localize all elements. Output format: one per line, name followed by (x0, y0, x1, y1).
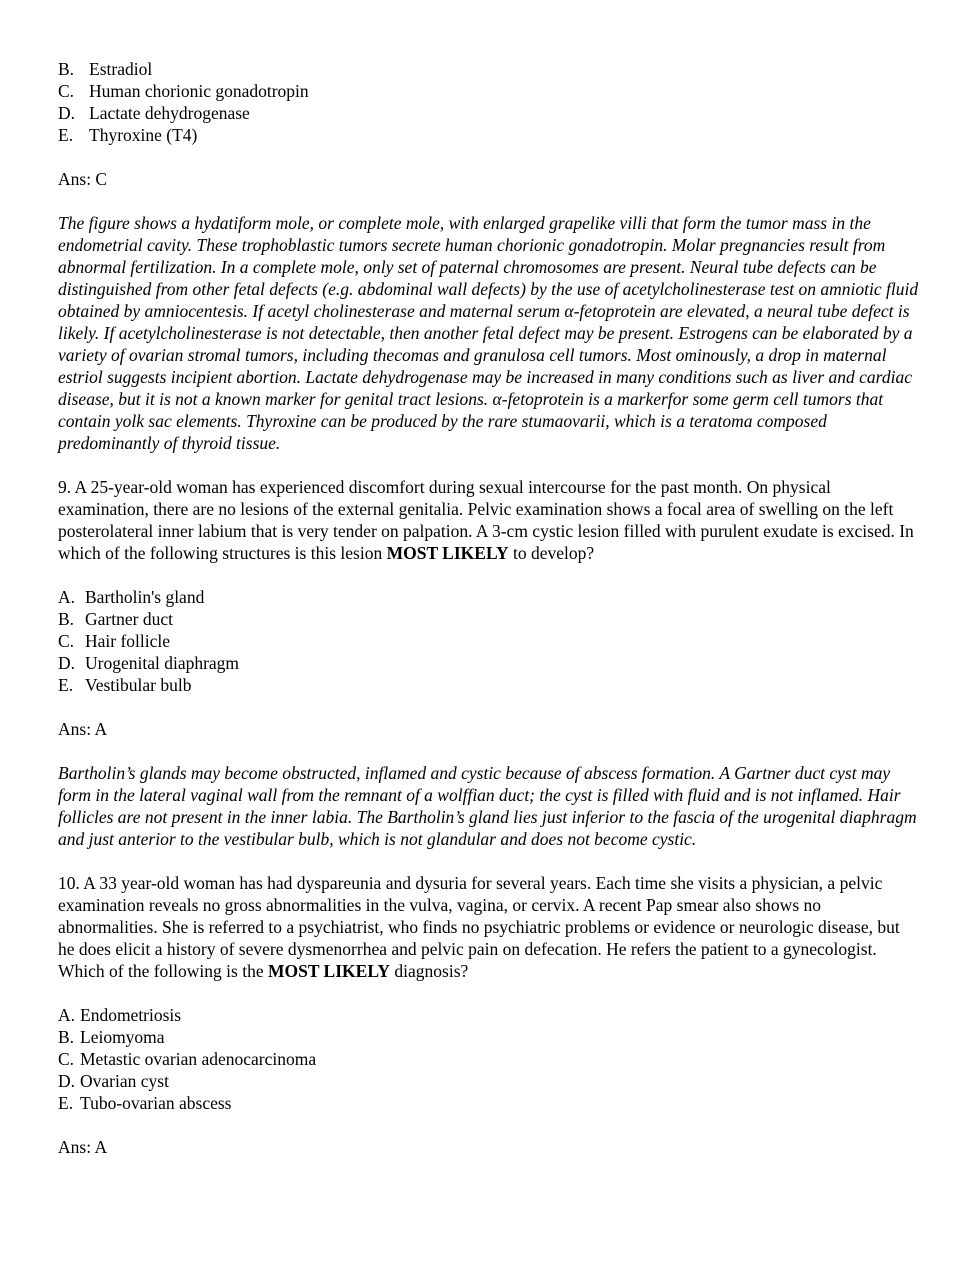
option-a (58, 1004, 920, 1026)
option-b (58, 1026, 920, 1048)
question9-answer: Ans: A (58, 719, 108, 739)
option-letter: D. (58, 103, 76, 123)
option-d (58, 652, 920, 674)
option-c (58, 1048, 920, 1070)
option-text: Urogenital diaphragm (85, 653, 240, 673)
option-letter: C. (58, 81, 75, 101)
option-letter: D. (58, 1071, 76, 1091)
question9-stem-text: 9. A 25-year-old woman has experienced discomfort during sexual intercourse for the past month. On physical examination, there are no lesions of the external genitalia. Pelvic examination shows a focal area of swelling on the left posterolateral inner labium that is very tender on palpation. A 3-cm cystic lesion filled with purulent exudate is excised. In which of the following structures is this lesion (58, 477, 914, 563)
document-page (58, 58, 920, 1158)
option-d (58, 1070, 920, 1092)
option-d (58, 102, 920, 124)
question10-stem (58, 872, 920, 982)
option-text: Metastic ovarian adenocarcinoma (80, 1049, 317, 1069)
option-text: Hair follicle (85, 631, 171, 651)
option-text: Lactate dehydrogenase (89, 103, 250, 123)
option-text: Estradiol (89, 59, 153, 79)
question8-options (58, 58, 920, 146)
option-letter: B. (58, 609, 75, 629)
option-e (58, 124, 920, 146)
option-letter: B. (58, 1027, 75, 1047)
option-text: Gartner duct (85, 609, 173, 629)
question8-explanation: The figure shows a hydatiform mole, or complete mole, with enlarged grapelike villi that form the tumor mass in the endometrial cavity. These trophoblastic tumors secrete human chorionic gonadotropin. Molar pregnancies result from abnormal fertilization. In a complete mole, only set of paternal chromosomes are present. Neural tube defects can be distinguished from other fetal defects (e.g. abdominal wall defects) by the use of acetylcholinesterase test on amniotic fluid obtained by amniocentesis. If acetyl cholinesterase and maternal serum α-fetoprotein are elevated, a neural tube defect is likely. If acetylcholinesterase is not detectable, then another fetal defect may be present. Estrogens can be elaborated by a variety of ovarian stromal tumors, including thecomas and granulosa cell tumors. Most ominously, a drop in maternal estriol suggests incipient abortion. Lactate dehydrogenase may be increased in many conditions such as liver and cardiac disease, but it is not a known marker for genital tract lesions. α-fetoprotein is a markerfor some germ cell tumors that contain yolk sac elements. Thyroxine can be produced by the rare stumaovarii, which is a teratoma composed predominantly of thyroid tissue. (58, 213, 919, 453)
option-letter: A. (58, 587, 76, 607)
question9-stem (58, 476, 920, 564)
option-text: Tubo-ovarian abscess (80, 1093, 232, 1113)
question10-stem-emphasis: MOST LIKELY (267, 961, 391, 981)
question10-stem-end: diagnosis? (390, 961, 469, 981)
option-text: Ovarian cyst (80, 1071, 169, 1091)
option-letter: E. (58, 1093, 74, 1113)
question9-stem-end: to develop? (508, 543, 595, 563)
option-letter: B. (58, 59, 75, 79)
option-b (58, 58, 920, 80)
option-text: Human chorionic gonadotropin (89, 81, 309, 101)
option-text: Endometriosis (80, 1005, 182, 1025)
option-c (58, 630, 920, 652)
option-letter: E. (58, 675, 74, 695)
option-letter: E. (58, 125, 74, 145)
question8-answer: Ans: C (58, 169, 108, 189)
question9-stem-emphasis: MOST LIKELY (386, 543, 509, 563)
option-letter: C. (58, 631, 75, 651)
option-text: Vestibular bulb (85, 675, 192, 695)
question10-options (58, 1004, 920, 1114)
option-letter: D. (58, 653, 76, 673)
option-text: Leiomyoma (80, 1027, 165, 1047)
option-a (58, 586, 920, 608)
option-b (58, 608, 920, 630)
option-letter: A. (58, 1005, 76, 1025)
option-e (58, 674, 920, 696)
question9-options (58, 586, 920, 696)
option-letter: C. (58, 1049, 75, 1069)
question9-explanation: Bartholin’s glands may become obstructed, inflamed and cystic because of abscess formation. A Gartner duct cyst may form in the lateral vaginal wall from the remnant of a wolffian duct; the cyst is filled with fluid and is not inflamed. Hair follicles are not present in the inner labia. The Bartholin’s gland lies just inferior to the fascia of the urogenital diaphragm and just anterior to the vestibular bulb, which is not glandular and does not become cystic. (58, 763, 917, 849)
option-e (58, 1092, 920, 1114)
option-text: Thyroxine (T4) (89, 125, 198, 145)
option-text: Bartholin's gland (85, 587, 205, 607)
question10-answer: Ans: A (58, 1137, 108, 1157)
question10-stem-text: 10. A 33 year-old woman has had dyspareunia and dysuria for several years. Each time she visits a physician, a pelvic examination reveals no gross abnormalities in the vulva, vagina, or cervix. A recent Pap smear also shows no abnormalities. She is referred to a psychiatrist, who finds no psychiatric problems or evidence or neurologic disease, but he does elicit a history of severe dysmenorrhea and pelvic pain on defecation. He refers the patient to a gynecologist. Which of the following is the (58, 873, 900, 981)
option-c (58, 80, 920, 102)
